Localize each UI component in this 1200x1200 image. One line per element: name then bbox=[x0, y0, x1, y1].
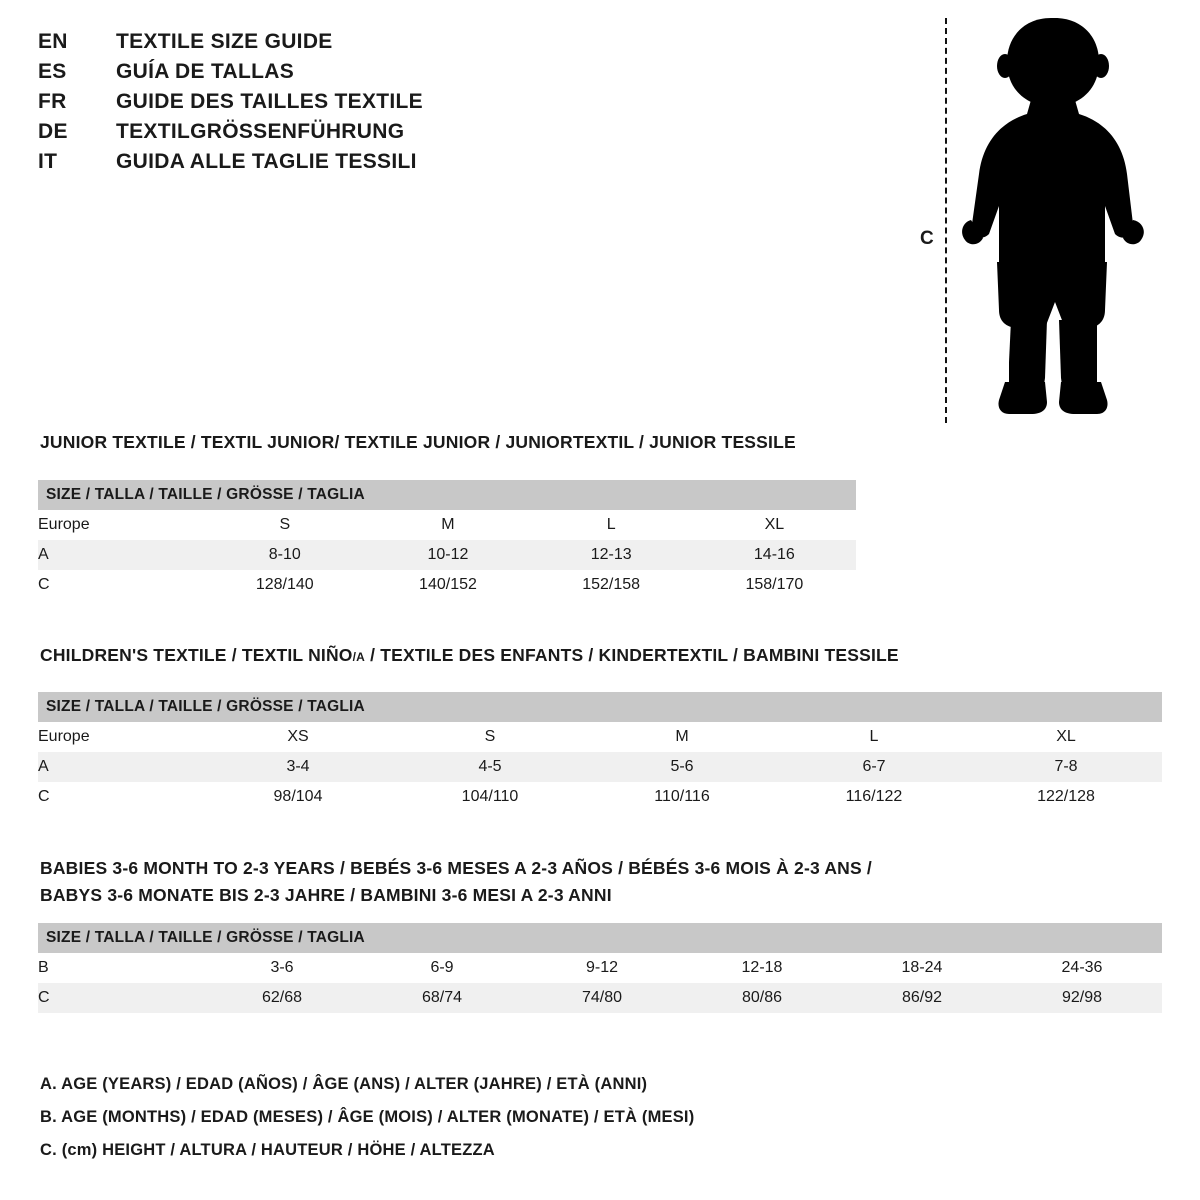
cell-value: 68/74 bbox=[362, 983, 522, 1013]
cell-value: L bbox=[530, 510, 693, 540]
cell-value: M bbox=[586, 722, 778, 752]
section-title-babies-line2: BABYS 3-6 MONATE BIS 2-3 JAHRE / BAMBINI 3-6 MESI A 2-3 ANNI bbox=[40, 885, 612, 905]
cell-value: 12-13 bbox=[530, 540, 693, 570]
language-code: ES bbox=[38, 60, 67, 83]
cell-value: S bbox=[203, 510, 366, 540]
section-title-children-pre: CHILDREN'S TEXTILE / TEXTIL NIÑO bbox=[40, 645, 353, 665]
table-header-band bbox=[38, 480, 856, 510]
cell-value: 12-18 bbox=[682, 953, 842, 983]
cell-value: 3-6 bbox=[202, 953, 362, 983]
table-row bbox=[38, 983, 1162, 1013]
cell-value: 92/98 bbox=[1002, 983, 1162, 1013]
language-row bbox=[38, 90, 678, 120]
cell-value: 8-10 bbox=[203, 540, 366, 570]
language-title: GUIDE DES TAILLES TEXTILE bbox=[116, 90, 423, 113]
cell-value: 7-8 bbox=[970, 752, 1162, 782]
language-row bbox=[38, 30, 678, 60]
cell-value: 24-36 bbox=[1002, 953, 1162, 983]
cell-value: L bbox=[778, 722, 970, 752]
cell-value: 6-9 bbox=[362, 953, 522, 983]
table-row bbox=[38, 782, 1162, 812]
measure-c-label: C bbox=[920, 228, 934, 249]
language-code: DE bbox=[38, 120, 68, 143]
cell-value: 6-7 bbox=[778, 752, 970, 782]
section-title-babies bbox=[40, 855, 872, 909]
table-row bbox=[38, 510, 856, 540]
legend bbox=[40, 1068, 694, 1167]
cell-value: XL bbox=[970, 722, 1162, 752]
size-band-label: SIZE / TALLA / TAILLE / GRÖSSE / TAGLIA bbox=[38, 480, 856, 510]
cell-value: 152/158 bbox=[530, 570, 693, 600]
cell-value: 10-12 bbox=[366, 540, 529, 570]
table-header-band bbox=[38, 692, 1162, 722]
language-title: GUIDA ALLE TAGLIE TESSILI bbox=[116, 150, 417, 173]
cell-value: 122/128 bbox=[970, 782, 1162, 812]
row-label: C bbox=[38, 782, 202, 812]
table-header-band bbox=[38, 923, 1162, 953]
cell-value: M bbox=[366, 510, 529, 540]
cell-value: 18-24 bbox=[842, 953, 1002, 983]
row-label: Europe bbox=[38, 510, 203, 540]
cell-value: 3-4 bbox=[202, 752, 394, 782]
language-code: EN bbox=[38, 30, 68, 53]
section-title-babies-line1: BABIES 3-6 MONTH TO 2-3 YEARS / BEBÉS 3-6 MESES A 2-3 AÑOS / BÉBÉS 3-6 MOIS À 2-3 ANS / bbox=[40, 858, 872, 878]
cell-value: 80/86 bbox=[682, 983, 842, 1013]
cell-value: 5-6 bbox=[586, 752, 778, 782]
row-label: A bbox=[38, 752, 202, 782]
babies-size-table bbox=[38, 923, 1162, 1013]
cell-value: 158/170 bbox=[693, 570, 856, 600]
table-row bbox=[38, 570, 856, 600]
language-title: TEXTILE SIZE GUIDE bbox=[116, 30, 333, 53]
cell-value: 62/68 bbox=[202, 983, 362, 1013]
row-label: C bbox=[38, 570, 203, 600]
row-label: Europe bbox=[38, 722, 202, 752]
cell-value: S bbox=[394, 722, 586, 752]
size-band-label: SIZE / TALLA / TAILLE / GRÖSSE / TAGLIA bbox=[38, 692, 1162, 722]
legend-line-c bbox=[40, 1134, 694, 1167]
table-row bbox=[38, 540, 856, 570]
child-silhouette-icon bbox=[955, 10, 1155, 425]
legend-line-c-unit: (cm) bbox=[61, 1141, 98, 1159]
language-header bbox=[38, 30, 678, 180]
size-band-label: SIZE / TALLA / TAILLE / GRÖSSE / TAGLIA bbox=[38, 923, 1162, 953]
table-row bbox=[38, 752, 1162, 782]
cell-value: XL bbox=[693, 510, 856, 540]
section-title-children bbox=[40, 645, 899, 666]
cell-value: 110/116 bbox=[586, 782, 778, 812]
measure-dashed-line bbox=[945, 18, 947, 423]
language-row bbox=[38, 60, 678, 90]
legend-line-c-post: HEIGHT / ALTURA / HAUTEUR / HÖHE / ALTEZZA bbox=[97, 1141, 495, 1159]
legend-line-b: B. AGE (MONTHS) / EDAD (MESES) / ÂGE (MOIS) / ALTER (MONATE) / ETÀ (MESI) bbox=[40, 1108, 695, 1126]
section-title-children-post: / TEXTILE DES ENFANTS / KINDERTEXTIL / BAMBINI TESSILE bbox=[365, 645, 899, 665]
row-label: C bbox=[38, 983, 202, 1013]
section-title-junior: JUNIOR TEXTILE / TEXTIL JUNIOR/ TEXTILE JUNIOR / JUNIORTEXTIL / JUNIOR TESSILE bbox=[40, 432, 796, 452]
table-row bbox=[38, 953, 1162, 983]
cell-value: 4-5 bbox=[394, 752, 586, 782]
language-title: TEXTILGRÖSSENFÜHRUNG bbox=[116, 120, 405, 143]
cell-value: XS bbox=[202, 722, 394, 752]
table-row bbox=[38, 722, 1162, 752]
language-code: IT bbox=[38, 150, 58, 173]
cell-value: 14-16 bbox=[693, 540, 856, 570]
language-code: FR bbox=[38, 90, 67, 113]
language-row bbox=[38, 120, 678, 150]
cell-value: 104/110 bbox=[394, 782, 586, 812]
cell-value: 116/122 bbox=[778, 782, 970, 812]
row-label: A bbox=[38, 540, 203, 570]
cell-value: 98/104 bbox=[202, 782, 394, 812]
language-title: GUÍA DE TALLAS bbox=[116, 60, 295, 83]
cell-value: 9-12 bbox=[522, 953, 682, 983]
cell-value: 86/92 bbox=[842, 983, 1002, 1013]
cell-value: 140/152 bbox=[366, 570, 529, 600]
cell-value: 74/80 bbox=[522, 983, 682, 1013]
row-label: B bbox=[38, 953, 202, 983]
legend-line-c-pre: C. bbox=[40, 1141, 62, 1159]
height-measure-figure bbox=[900, 10, 1180, 425]
section-title-children-sub: /A bbox=[352, 650, 366, 664]
junior-size-table bbox=[38, 480, 856, 600]
language-row bbox=[38, 150, 678, 180]
cell-value: 128/140 bbox=[203, 570, 366, 600]
children-size-table bbox=[38, 692, 1162, 812]
legend-line-a: A. AGE (YEARS) / EDAD (AÑOS) / ÂGE (ANS) / ALTER (JAHRE) / ETÀ (ANNI) bbox=[40, 1075, 648, 1093]
